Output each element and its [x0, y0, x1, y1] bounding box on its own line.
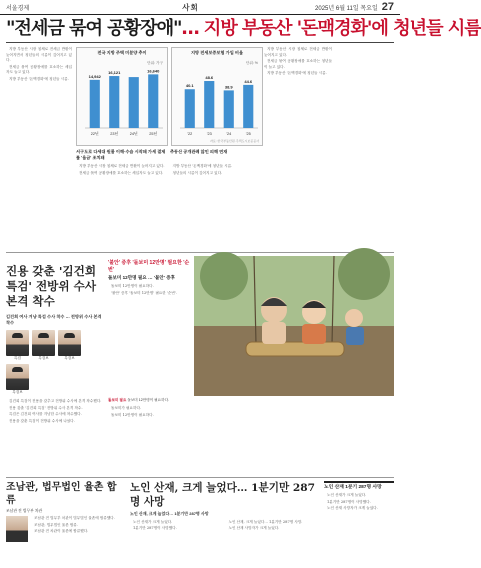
lead-under-columns — [76, 164, 260, 249]
x-tick-label: 24년 — [129, 132, 138, 136]
x-tick-label: 25년 — [149, 132, 158, 136]
masthead-right — [315, 1, 394, 13]
portrait-photo — [58, 330, 81, 356]
body-paragraph: 1분기만 287명이 사망했다. — [133, 526, 177, 531]
body-paragraph: 노인 산재 사망자가 크게 늘었다. — [228, 526, 280, 531]
chart-bar — [224, 90, 234, 128]
body-paragraph: 진용 갖춘 '김건희 특검' 전방위 수사 본격 착수. — [9, 405, 83, 410]
portrait-photo — [32, 330, 55, 356]
body-paragraph: 1분기만 287명이 사망했다. — [327, 499, 371, 504]
body-paragraph: 지방 부동산 '돈맥경화'에 청년들 시름. — [267, 71, 327, 76]
sidebar — [324, 481, 394, 568]
column-title: 조남관, 법무법인 율촌 합류 — [6, 482, 117, 506]
lead-col-right — [264, 47, 332, 249]
columnist-photo — [6, 516, 28, 542]
news-columns — [130, 520, 318, 533]
body-paragraph: 조남관, 법무법인 율촌 합류. — [34, 522, 78, 527]
middle-section — [6, 256, 394, 474]
chart-unit: 단위: 가구 — [147, 61, 163, 65]
chart-unsold-housing — [76, 47, 168, 146]
lead-story — [6, 47, 394, 249]
headline-quote: "전세금 묶여 공황장애" — [6, 18, 182, 39]
children-swing-photo — [194, 256, 394, 396]
bar-chart-insurance — [172, 56, 262, 140]
chart-insurance-ratio — [171, 47, 263, 146]
portrait — [6, 330, 29, 361]
x-tick-label: '23 — [206, 132, 212, 136]
body-paragraph: 돌보미 12만명이 필요하다. — [111, 412, 154, 417]
body-paragraph: 노인 산재 사망자가 크게 늘었다. — [327, 506, 378, 511]
headline-rule — [6, 42, 394, 43]
photo-row — [108, 256, 394, 396]
body-paragraph: 노인 산재가 크게 늘었다. — [327, 493, 367, 497]
body-paragraph: 지방 부동산 '돈맥경화'에 청년들 시름. — [9, 76, 69, 81]
body-paragraph: 특검은 김건희 여사를 겨냥한 수사에 착수했다. — [9, 412, 82, 417]
chart-caption-right: 추동산 공개관례 않인 피해 연재 — [170, 149, 228, 154]
body-paragraph: 노인 산재, 크게 늘었다… 1분기만 287명 사망. — [228, 519, 303, 524]
chart-title: 지방 전세보증보험 가입 비율 — [190, 50, 244, 55]
news-dek: 노인 산재, 크게 늘었다… 1분기만 287명 사망 — [130, 511, 209, 516]
chart-title: 전국 지방 주택 미분양 추이 — [97, 50, 147, 55]
body-paragraph: 지방 부동산 시장 침체로 전세금 반환이 늦어지면서 청년들의 시름이 깊어지고 있다. — [6, 47, 72, 63]
photo-dek — [108, 260, 190, 281]
portrait — [58, 330, 81, 361]
sidebar-box — [324, 481, 394, 512]
x-tick-label: '22 — [187, 132, 193, 136]
photo-caption-label: 돌보미 필요 — [108, 398, 127, 402]
portrait-grid — [6, 330, 102, 395]
news-body-b — [226, 520, 319, 533]
news-headline: 노인 산재, 크게 늘었다… 1분기만 287명 사망 — [130, 482, 316, 508]
lead-center — [76, 47, 260, 249]
news-body-a — [130, 520, 223, 533]
chart-caption-left: 서구도로 다세대 원룸 이해·수습 시작돼 가세 결제를 '율금' 조치돼 — [76, 149, 166, 160]
photo-body-b — [108, 406, 394, 419]
sidebar-head: 노인 산재 1분기 287명 사망 — [324, 485, 382, 490]
x-tick-label: '24 — [226, 132, 232, 136]
portrait-name: 특검 — [14, 356, 21, 360]
body-paragraph: 조남관 전 법무부 차관이 법무법인 율촌에 합류했다. — [34, 516, 115, 520]
bar-value-label: 16,640 — [147, 68, 160, 74]
swing-scene-illustration — [194, 256, 394, 396]
chart-source: 자료: 한국부동산원·주택도시보증공사 — [209, 139, 259, 143]
body-paragraph: 돌보미가 필요하다. — [111, 406, 142, 410]
chart-unit: 단위: % — [245, 61, 258, 65]
headline-rest: … 지방 부동산 '돈맥경화'에 청년들 시름 — [181, 18, 481, 39]
photo-story-body — [108, 406, 394, 419]
bar-value-label: 16,121 — [108, 70, 121, 76]
paper-name: 서울경제 — [6, 5, 30, 12]
body-paragraph: 지방 부동산 '돈맥경화'에 청년들 시름. — [172, 164, 233, 168]
photo-body-a — [108, 284, 190, 296]
chart-bar — [204, 81, 214, 128]
photo-caption-text: 돌보미 12만명이 필요하다. — [127, 398, 170, 402]
section-divider — [6, 477, 394, 478]
main-headline — [6, 18, 481, 40]
sidebar-body — [324, 493, 394, 512]
lead-under-a — [76, 164, 167, 249]
body-paragraph: 노인 산재가 크게 늘었다. — [133, 519, 173, 524]
masthead — [0, 0, 400, 15]
investigation-dek: 김건희 여사 겨냥 특검 수사 착수 … 전방위 수사 본격 착수 — [6, 314, 102, 325]
bottom-section — [6, 481, 394, 568]
lead-under-b — [170, 164, 261, 249]
body-paragraph: 전세금 묶여 공황장애를 호소하는 세입자도 늘고 있다. — [79, 170, 164, 175]
portrait — [32, 330, 55, 361]
bar-value-label: 44.6 — [244, 78, 253, 84]
page-number: 27 — [381, 1, 394, 13]
body-paragraph: 진용을 갖춘 특검이 전방위 수사에 나섰다. — [9, 418, 75, 423]
body-paragraph: 조남관 전 차관이 율촌에 합류했다. — [34, 529, 89, 534]
column-byline: 조남관 전 법무부 차관 — [6, 509, 43, 513]
section-name: 사회 — [182, 2, 199, 12]
photo-dek-red: '불안' 증후 '돌보미 12만명' 필요한 '순번' — [108, 260, 190, 273]
chart-bar — [185, 89, 195, 128]
body-paragraph: 김건희 특검이 진용을 갖추고 전방위 수사에 본격 착수했다. — [9, 399, 102, 403]
chart-bar — [109, 76, 119, 128]
chart-bar — [148, 74, 158, 128]
portrait-name: 특검보 — [64, 356, 75, 360]
column-row — [6, 516, 124, 542]
bar-value-label: 38.9 — [224, 84, 233, 90]
photo-dek-black: 돌보미 12만명 필요 … '불안' 증후 — [108, 275, 176, 280]
bar-value-label: 48.6 — [205, 75, 214, 81]
lead-col-1 — [6, 47, 72, 249]
column-body — [31, 516, 124, 542]
bar-chart-unsold — [77, 56, 167, 140]
x-tick-label: 22년 — [90, 132, 99, 136]
portrait-name: 특검보 — [12, 390, 23, 394]
chart-bar — [243, 85, 253, 128]
x-tick-label: 23년 — [110, 132, 119, 136]
body-paragraph: 전세금 묶여 공황장애를 호소하는 세입자도 늘고 있다. — [6, 64, 72, 75]
chart-bar — [90, 80, 100, 128]
issue-date: 2025년 6월 11일 목요일 — [315, 5, 378, 12]
chart-row — [76, 47, 260, 146]
body-paragraph: 돌보미 12만명이 필요하다. — [111, 284, 154, 288]
body-paragraph: '불안' 증후 '돌보미 12만명' 필요한 '순번'. — [111, 290, 177, 295]
chart-bar — [129, 77, 139, 128]
photo-text — [108, 256, 190, 396]
body-paragraph: 지방 부동산 시장 침체로 전세금 반환이 늦어지고 있다. — [79, 164, 165, 168]
bar-value-label: 40.1 — [185, 83, 194, 89]
portrait-photo — [6, 364, 29, 390]
photo-story — [108, 256, 394, 474]
chart-captions — [76, 149, 260, 161]
bar-value-label: 14,942 — [88, 73, 101, 79]
section-divider — [6, 252, 394, 253]
body-paragraph: 청년들의 시름이 깊어지고 있다. — [172, 170, 223, 175]
portrait-photo — [6, 330, 29, 356]
portrait — [6, 364, 29, 395]
investigation-body — [6, 399, 102, 424]
x-tick-label: '25 — [245, 132, 251, 136]
body-paragraph: 전세금 묶여 공황장애를 호소하는 청년들이 늘고 있다. — [264, 59, 332, 69]
column-piece — [6, 481, 124, 568]
news-story — [130, 481, 318, 568]
photo-caption — [108, 398, 394, 403]
body-paragraph: 지방 부동산 시장 침체로 전세금 반환이 늦어지고 있다. — [264, 47, 332, 57]
portrait-name: 특검보 — [38, 356, 49, 360]
investigation-story — [6, 256, 102, 474]
investigation-headline: 진용 갖춘 '김건희 특검' 전방위 수사 본격 착수 — [6, 264, 97, 308]
